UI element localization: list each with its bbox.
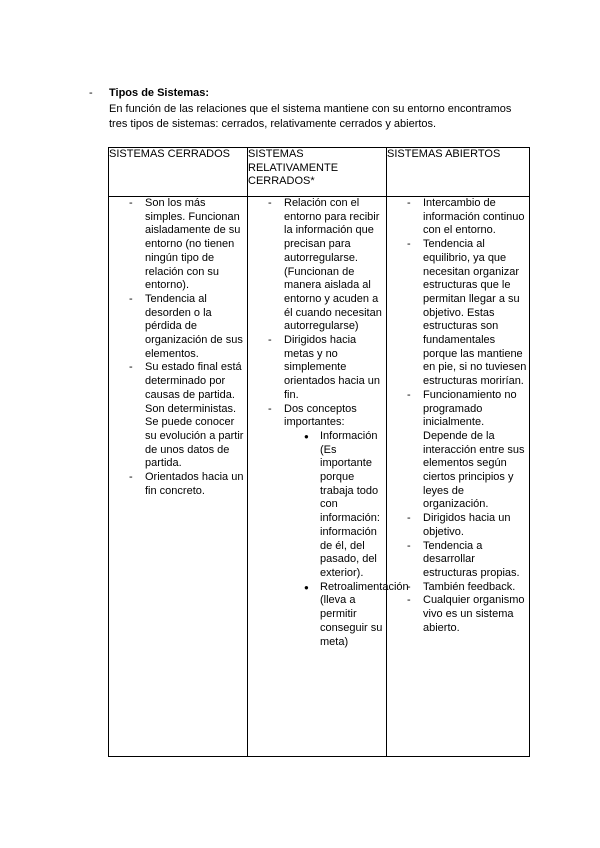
section-title: Tipos de Sistemas: [109,87,210,99]
concept-item: ● Información (Es importante porque trabaja todo con información: información de él, del pasado, del exterior). [284,430,386,581]
list-item: - Dirigidos hacia un objetivo. [387,512,529,539]
list-item: - Tendencia al equilibrio, ya que necesitan organizar estructuras que le permitan llegar a su objetivo. Estas estructuras son fundamentales porque las mantiene en pie, si no tuviesen estructuras morirían. [387,238,529,389]
open-systems-list [387,197,529,636]
relatively-closed-systems-cell [248,197,409,757]
concepts-label: Dos conceptos importantes: [284,402,357,429]
concept-item: ● Retroalimentación (lleva a permitir conseguir su meta) [284,581,386,650]
intro-paragraph [109,102,549,132]
list-item: - También feedback. [387,581,529,595]
list-marker: - [89,87,93,99]
list-item: - Funcionamiento no programado inicialmente. Depende de la interacción entre sus elementos según ciertos principios y leyes de organización. [387,389,529,512]
concepts-list [284,429,409,649]
relatively-closed-systems-list [248,197,409,649]
list-item: - Dirigidos hacia metas y no simplemente orientados hacia un fin. [248,334,386,403]
list-item: - Tendencia a desarrollar estructuras propias. [387,540,529,581]
open-systems-cell [387,197,530,757]
intro-line: tres tipos de sistemas: cerrados, relativamente cerrados y abiertos. [109,118,437,130]
list-item: - Intercambio de información continuo con el entorno. [387,197,529,238]
list-item: - Son los más simples. Funcionan aisladamente de su entorno (no tienen ningún tipo de relación con su entorno). [109,197,247,293]
header-closed-systems: SISTEMAS CERRADOS [109,148,248,197]
list-item [248,402,409,650]
closed-systems-cell [109,197,248,757]
header-open-systems: SISTEMAS ABIERTOS [387,148,530,197]
intro-line: En función de las relaciones que el sistema mantiene con su entorno encontramos [109,103,512,115]
list-item: - Orientados hacia un fin concreto. [109,471,247,498]
list-item: - Su estado final está determinado por causas de partida. Son deterministas. Se puede conocer su evolución a partir de unos datos de partida. [109,361,247,471]
systems-table [108,147,530,757]
table-body-row [109,197,530,757]
table-header-row [109,148,530,197]
list-item: - Relación con el entorno para recibir la información que precisan para autorregularse. (Funcionan de manera aislada al entorno y acuden a él cuando necesitan autorregularse) [248,197,386,334]
list-item: - Tendencia al desorden o la pérdida de organización de sus elementos. [109,293,247,362]
closed-systems-list [109,197,247,498]
header-relatively-closed-systems: SISTEMAS RELATIVAMENTE CERRADOS* [248,148,387,197]
list-item: - Cualquier organismo vivo es un sistema abierto. [387,594,529,635]
